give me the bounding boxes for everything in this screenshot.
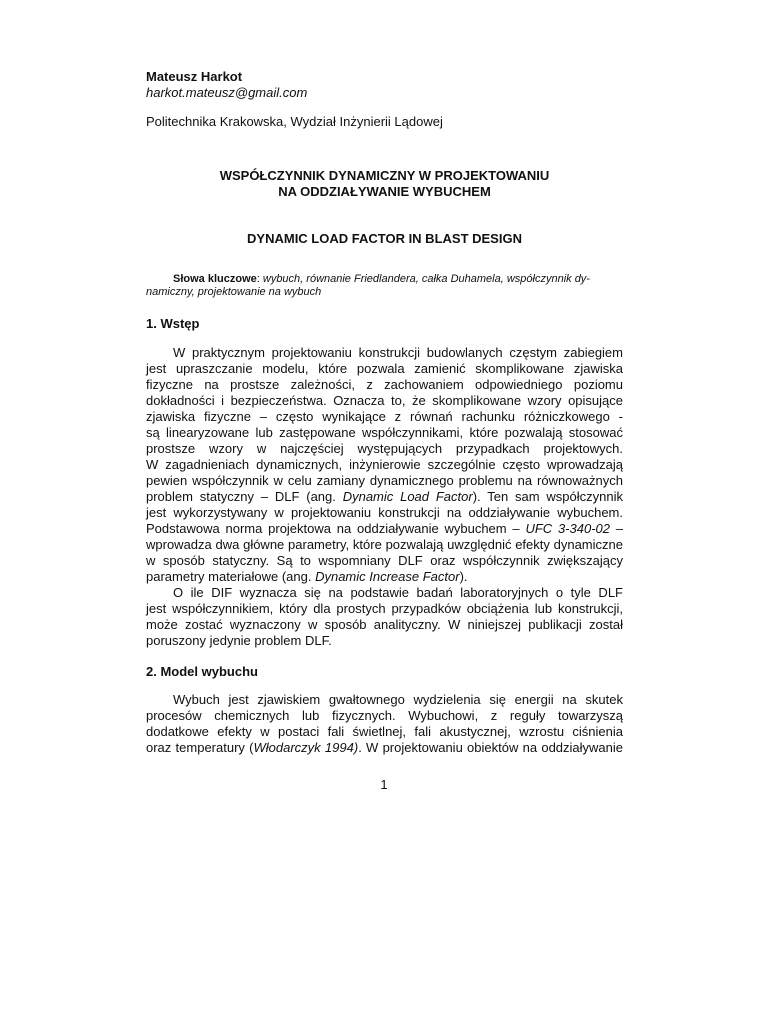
paragraph-blast-model-1	[146, 692, 623, 756]
text-line: Wybuch jest zjawiskiem gwałtownego wydzielenia się energii na skutek	[173, 692, 623, 707]
keywords-block	[146, 273, 614, 299]
section-heading-introduction: 1. Wstęp	[146, 316, 200, 331]
title-polish-line: NA ODDZIAŁYWANIE WYBUCHEM	[278, 184, 491, 199]
text-run-italic: Dynamic Load Factor	[342, 489, 473, 504]
text-line	[146, 740, 623, 756]
text-run: –	[609, 521, 624, 536]
text-line: poruszony jedynie problem DLF.	[146, 633, 332, 648]
text-run: ). Ten sam współczynnik	[472, 489, 623, 504]
text-run: ).	[459, 569, 468, 584]
text-line: jest wykorzystywany w projektowaniu konstrukcji na oddziaływanie wybuchem.	[146, 505, 623, 520]
text-run-italic: Dynamic Increase Factor	[315, 569, 460, 584]
text-line: W zagadnieniach dynamicznych, inżynierowie szczególnie często wprowadzają	[146, 457, 623, 472]
text-line: W praktycznym projektowaniu konstrukcji budowlanych częstym zabiegiem	[173, 345, 623, 360]
text-line: wprowadza dwa główne parametry, które pozwalają uwzględnić efekty dynamiczne	[146, 537, 623, 552]
text-line: O ile DIF wyznacza się na podstawie badań laboratoryjnych o tyle DLF	[173, 585, 623, 600]
text-run: parametry materiałowe (ang.	[146, 569, 316, 584]
keywords-line	[146, 273, 614, 286]
text-line: jest współczynnikiem, który dla prostych przypadków obciążenia lub konstrukcji,	[146, 601, 623, 616]
text-run-italic: Włodarczyk 1994)	[253, 740, 359, 755]
text-line: w sposób statyczny. Są to wspomniany DLF oraz współczynnik zwiększający	[146, 553, 623, 568]
text-run-italic: UFC 3-340-02	[525, 521, 610, 536]
keywords-line	[146, 286, 614, 299]
author-name: Mateusz Harkot	[146, 69, 243, 84]
title-polish-line: WSPÓŁCZYNNIK DYNAMICZNY W PROJEKTOWANIU	[219, 168, 550, 183]
text-line	[146, 489, 623, 505]
text-line: zjawiska fizyczne – często wynikające z równań rachunku różniczkowego -	[146, 409, 623, 424]
title-polish	[146, 168, 623, 200]
text-run: problem statyczny – DLF (ang.	[146, 489, 343, 504]
title-english: DYNAMIC LOAD FACTOR IN BLAST DESIGN	[247, 231, 522, 246]
author-email: harkot.mateusz@gmail.com	[146, 85, 308, 100]
keywords-label: Słowa kluczowe	[173, 273, 257, 285]
text-line: są linearyzowane lub zastępowane współczynnikami, które pozwalają stosować	[146, 425, 623, 440]
text-line: procesów chemicznych lub fizycznych. Wybuchowi, z reguły towarzyszą	[146, 708, 623, 723]
text-line: dokładności i bezpieczeństwa. Oznacza to, że skomplikowane wzory opisujące	[146, 393, 623, 408]
keywords-text: wybuch, równanie Friedlandera, całka Duhamela, współczynnik dy-	[262, 273, 590, 285]
page-number: 1	[380, 777, 388, 792]
text-line	[146, 521, 623, 537]
paragraph-introduction-2	[146, 585, 623, 649]
text-run: . W projektowaniu obiektów na oddziaływanie	[358, 740, 623, 755]
section-heading-blast-model: 2. Model wybuchu	[146, 664, 258, 679]
text-line: prostsze wzory w najczęściej występujących przypadkach projektowych.	[146, 441, 623, 456]
text-line: pewien współczynnik w celu zamiany dynamicznego problemu na równoważnych	[146, 473, 623, 488]
text-line	[146, 569, 623, 585]
author-affiliation: Politechnika Krakowska, Wydział Inżynierii Lądowej	[146, 114, 443, 129]
text-line: fizyczne na prostsze zależności, z zachowaniem odpowiedniego poziomu	[146, 377, 623, 392]
paragraph-introduction-1	[146, 345, 623, 585]
keywords-text: namiczny, projektowanie na wybuch	[146, 286, 322, 298]
text-line: dodatkowe efekty w postaci fali świetlnej, fali akustycznej, wzrostu ciśnienia	[146, 724, 623, 739]
text-line: może zostać wyznaczony w sposób analityczny. W niniejszej publikacji został	[146, 617, 623, 632]
text-line: jest upraszczanie modelu, które pozwala zamienić skomplikowane zjawiska	[146, 361, 623, 376]
text-run: oraz temperatury (	[146, 740, 254, 755]
keywords-colon: :	[256, 273, 263, 285]
text-run: Podstawowa norma projektowa na oddziaływanie wybuchem –	[146, 521, 526, 536]
